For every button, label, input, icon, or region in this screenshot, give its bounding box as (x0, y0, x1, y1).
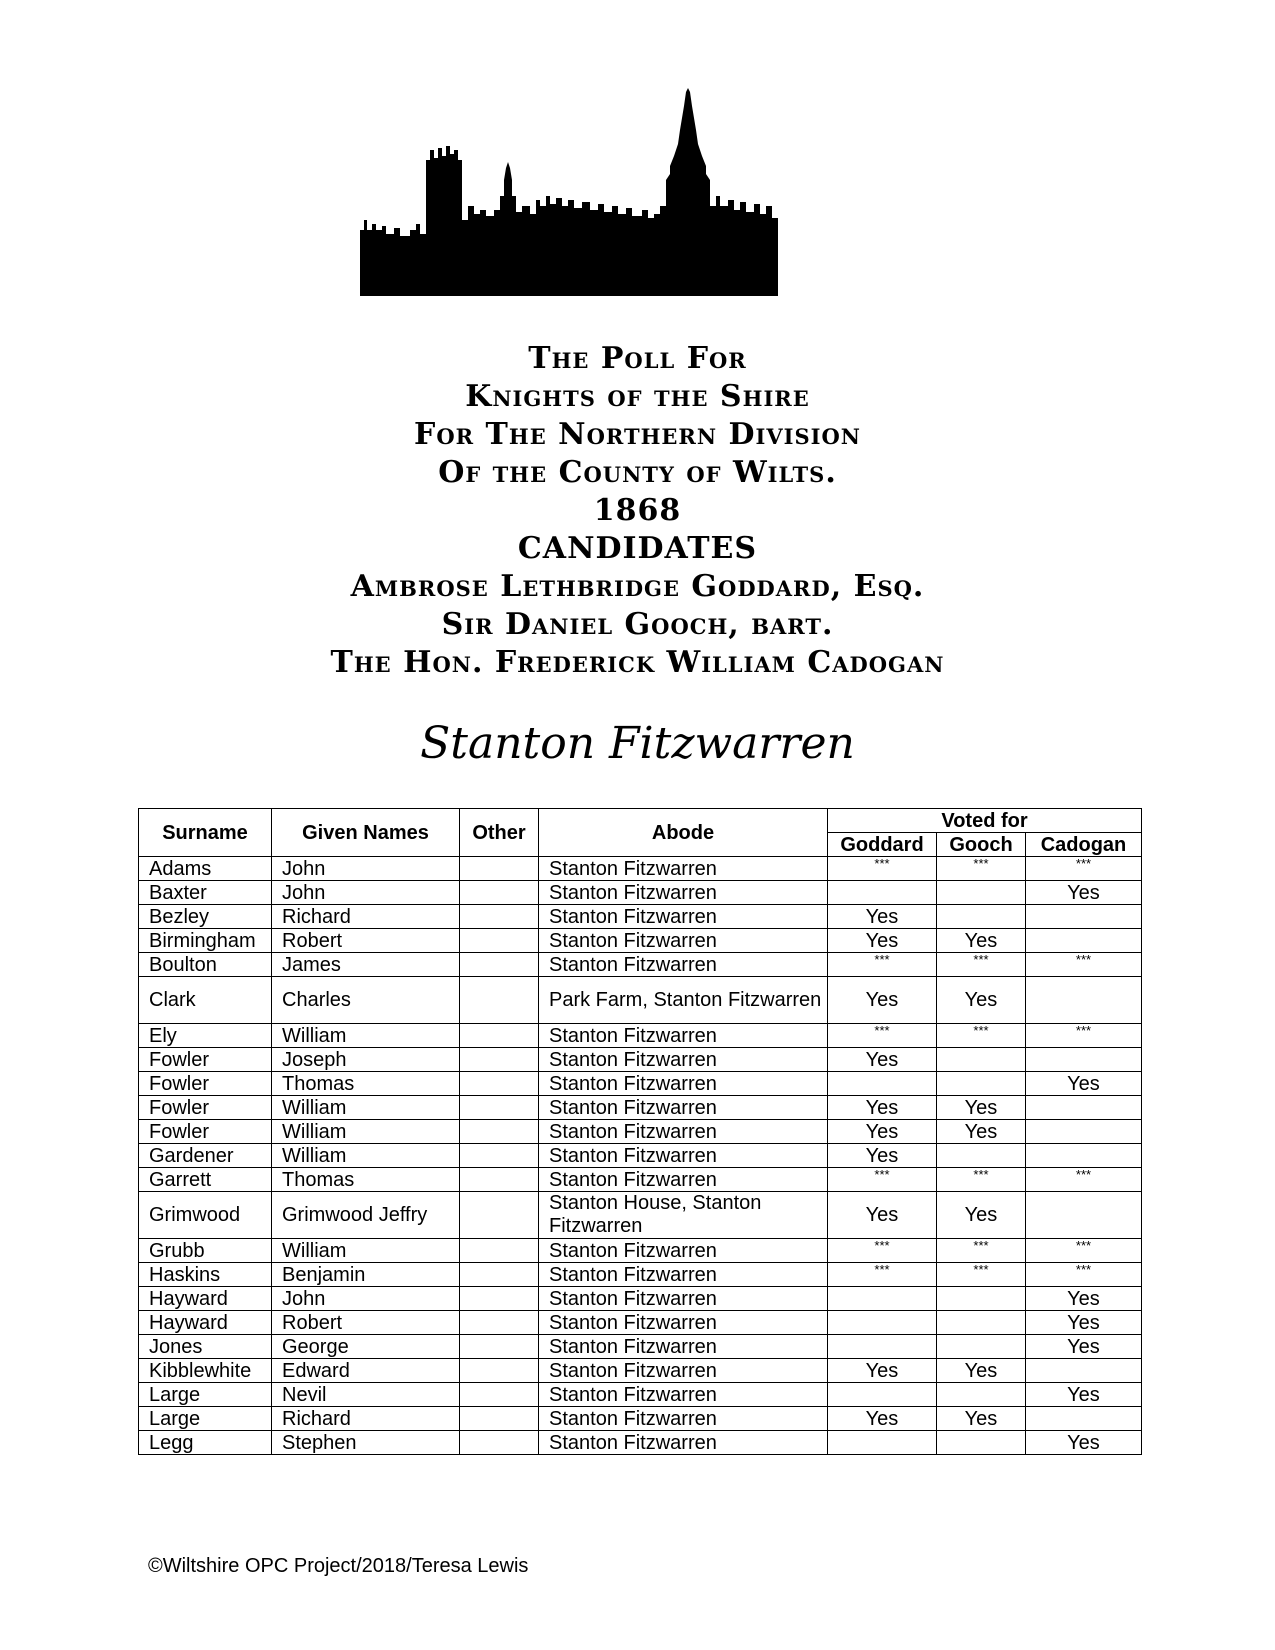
cell-gooch: Yes (937, 1096, 1026, 1120)
cell-other (460, 1431, 539, 1455)
cell-abode: Stanton Fitzwarren (539, 1431, 828, 1455)
cell-cadogan (1026, 905, 1142, 929)
cell-surname: Fowler (139, 1072, 272, 1096)
cell-given-names: Edward (272, 1359, 460, 1383)
cell-goddard: Yes (828, 1407, 937, 1431)
cell-given-names: William (272, 1096, 460, 1120)
cell-other (460, 1359, 539, 1383)
candidate-goddard: Ambrose Lethbridge Goddard, Esq. (350, 569, 925, 604)
cell-goddard: Yes (828, 977, 937, 1024)
cell-abode: Stanton Fitzwarren (539, 1383, 828, 1407)
cell-given-names: James (272, 953, 460, 977)
cell-goddard: Yes (828, 905, 937, 929)
cell-surname: Large (139, 1383, 272, 1407)
cell-given-names: Benjamin (272, 1263, 460, 1287)
cell-gooch (937, 1144, 1026, 1168)
cell-goddard: Yes (828, 1120, 937, 1144)
cell-surname: Baxter (139, 881, 272, 905)
cell-cadogan: Yes (1026, 1072, 1142, 1096)
cell-abode: Stanton Fitzwarren (539, 1144, 828, 1168)
header-abode: Abode (539, 809, 828, 857)
cell-abode: Stanton Fitzwarren (539, 1120, 828, 1144)
heading-year: 1868 (593, 493, 682, 528)
cell-other (460, 1192, 539, 1239)
table-row (139, 1239, 1142, 1263)
cell-given-names: William (272, 1024, 460, 1048)
table-row (139, 953, 1142, 977)
cell-given-names: George (272, 1335, 460, 1359)
candidate-gooch: Sir Daniel Gooch, bart. (441, 607, 834, 642)
cell-other (460, 953, 539, 977)
cell-abode: Stanton Fitzwarren (539, 857, 828, 881)
header-given-names: Given Names (272, 809, 460, 857)
cell-other (460, 1048, 539, 1072)
cell-abode: Park Farm, Stanton Fitzwarren (539, 977, 828, 1024)
heading-candidates: CANDIDATES (517, 531, 758, 566)
table-row (139, 1311, 1142, 1335)
cell-given-names: Stephen (272, 1431, 460, 1455)
header-gooch: Gooch (937, 833, 1026, 857)
cell-surname: Grubb (139, 1239, 272, 1263)
cell-cadogan: Yes (1026, 1431, 1142, 1455)
cell-goddard (828, 1072, 937, 1096)
cell-gooch (937, 1335, 1026, 1359)
table-row (139, 1263, 1142, 1287)
cell-cadogan (1026, 1120, 1142, 1144)
poll-table (138, 808, 1142, 1455)
cell-surname: Adams (139, 857, 272, 881)
cell-other (460, 929, 539, 953)
cell-other (460, 1072, 539, 1096)
cell-cadogan (1026, 977, 1142, 1024)
cell-abode: Stanton Fitzwarren (539, 1359, 828, 1383)
cell-cadogan: Yes (1026, 1287, 1142, 1311)
cell-surname: Hayward (139, 1311, 272, 1335)
cell-goddard (828, 1335, 937, 1359)
cell-goddard: Yes (828, 1192, 937, 1239)
cell-other (460, 1168, 539, 1192)
heading-line-2: Knights of the Shire (465, 379, 810, 414)
table-row (139, 1096, 1142, 1120)
cell-surname: Large (139, 1407, 272, 1431)
cell-surname: Ely (139, 1024, 272, 1048)
cell-given-names: William (272, 1120, 460, 1144)
cell-goddard: *** (828, 953, 937, 977)
cell-other (460, 1144, 539, 1168)
cell-goddard: *** (828, 857, 937, 881)
table-row (139, 881, 1142, 905)
cell-cadogan: Yes (1026, 1311, 1142, 1335)
cell-other (460, 1024, 539, 1048)
table-row (139, 1335, 1142, 1359)
cell-gooch: Yes (937, 929, 1026, 953)
header-voted-for: Voted for (828, 809, 1142, 833)
table-row (139, 977, 1142, 1024)
cell-given-names: William (272, 1239, 460, 1263)
cell-gooch: *** (937, 1168, 1026, 1192)
cell-goddard (828, 1383, 937, 1407)
cell-other (460, 1383, 539, 1407)
cell-other (460, 1311, 539, 1335)
cell-given-names: Richard (272, 1407, 460, 1431)
cell-other (460, 977, 539, 1024)
table-row (139, 905, 1142, 929)
cell-other (460, 1287, 539, 1311)
cell-abode: Stanton Fitzwarren (539, 1239, 828, 1263)
cell-surname: Clark (139, 977, 272, 1024)
cell-gooch (937, 905, 1026, 929)
cell-given-names: Grimwood Jeffry (272, 1192, 460, 1239)
table-row (139, 1359, 1142, 1383)
cell-given-names: Thomas (272, 1072, 460, 1096)
cell-cadogan: *** (1026, 857, 1142, 881)
table-row (139, 1192, 1142, 1239)
cell-gooch: Yes (937, 1359, 1026, 1383)
table-row (139, 1024, 1142, 1048)
cell-surname: Bezley (139, 905, 272, 929)
cell-abode: Stanton Fitzwarren (539, 1311, 828, 1335)
cell-goddard: Yes (828, 1096, 937, 1120)
cell-gooch: Yes (937, 1407, 1026, 1431)
candidate-cadogan: The Hon. Frederick William Cadogan (330, 645, 945, 680)
cell-cadogan (1026, 1407, 1142, 1431)
cell-goddard: Yes (828, 1359, 937, 1383)
heading-line-3: For The Northern Division (414, 417, 861, 452)
table-row (139, 929, 1142, 953)
cell-surname: Gardener (139, 1144, 272, 1168)
cell-other (460, 1335, 539, 1359)
cell-given-names: Richard (272, 905, 460, 929)
cell-cadogan: *** (1026, 1239, 1142, 1263)
cell-surname: Kibblewhite (139, 1359, 272, 1383)
cell-other (460, 1407, 539, 1431)
cell-surname: Jones (139, 1335, 272, 1359)
cell-other (460, 1096, 539, 1120)
cell-abode: Stanton Fitzwarren (539, 1407, 828, 1431)
cell-abode: Stanton Fitzwarren (539, 905, 828, 929)
cell-other (460, 857, 539, 881)
cell-gooch: Yes (937, 1192, 1026, 1239)
cell-given-names: Robert (272, 1311, 460, 1335)
cell-cadogan (1026, 929, 1142, 953)
heading-line-1: The Poll For (528, 341, 747, 376)
table-row (139, 1287, 1142, 1311)
cell-given-names: Robert (272, 929, 460, 953)
cell-gooch: *** (937, 953, 1026, 977)
cell-gooch: Yes (937, 977, 1026, 1024)
cell-given-names: William (272, 1144, 460, 1168)
cell-cadogan: *** (1026, 1263, 1142, 1287)
cell-gooch: *** (937, 857, 1026, 881)
cell-gooch (937, 1287, 1026, 1311)
cell-cadogan: Yes (1026, 1383, 1142, 1407)
place-title: Stanton Fitzwarren (420, 718, 855, 769)
cell-goddard: Yes (828, 929, 937, 953)
copyright-footer: ©Wiltshire OPC Project/2018/Teresa Lewis (148, 1555, 529, 1577)
header-surname: Surname (139, 809, 272, 857)
cell-given-names: Nevil (272, 1383, 460, 1407)
cell-abode: Stanton Fitzwarren (539, 1168, 828, 1192)
cell-gooch (937, 1383, 1026, 1407)
cell-abode: Stanton Fitzwarren (539, 1048, 828, 1072)
poll-heading (0, 340, 1275, 682)
header-goddard: Goddard (828, 833, 937, 857)
heading-line-4: Of the County of Wilts. (438, 455, 837, 490)
cell-cadogan (1026, 1048, 1142, 1072)
cell-given-names: Thomas (272, 1168, 460, 1192)
cell-given-names: John (272, 1287, 460, 1311)
cell-surname: Haskins (139, 1263, 272, 1287)
table-row (139, 1407, 1142, 1431)
cell-other (460, 1120, 539, 1144)
cell-gooch: Yes (937, 1120, 1026, 1144)
cell-surname: Fowler (139, 1096, 272, 1120)
cell-abode: Stanton Fitzwarren (539, 1096, 828, 1120)
cell-goddard: *** (828, 1263, 937, 1287)
cell-cadogan: *** (1026, 1168, 1142, 1192)
cell-abode: Stanton Fitzwarren (539, 1024, 828, 1048)
cell-given-names: Charles (272, 977, 460, 1024)
cell-gooch: *** (937, 1239, 1026, 1263)
cell-goddard: Yes (828, 1144, 937, 1168)
table-row (139, 857, 1142, 881)
cell-gooch: *** (937, 1263, 1026, 1287)
cell-surname: Grimwood (139, 1192, 272, 1239)
cell-abode: Stanton Fitzwarren (539, 881, 828, 905)
cell-cadogan: *** (1026, 1024, 1142, 1048)
table-row (139, 1048, 1142, 1072)
cell-surname: Legg (139, 1431, 272, 1455)
table-row (139, 1120, 1142, 1144)
cell-surname: Boulton (139, 953, 272, 977)
cell-goddard (828, 1311, 937, 1335)
table-row (139, 1383, 1142, 1407)
cell-cadogan (1026, 1144, 1142, 1168)
cell-abode: Stanton Fitzwarren (539, 1263, 828, 1287)
cell-cadogan (1026, 1359, 1142, 1383)
cell-surname: Fowler (139, 1120, 272, 1144)
cell-abode: Stanton Fitzwarren (539, 1335, 828, 1359)
cell-other (460, 881, 539, 905)
table-row (139, 1072, 1142, 1096)
cell-abode: Stanton Fitzwarren (539, 1287, 828, 1311)
table-row (139, 1144, 1142, 1168)
cell-abode: Stanton House, Stanton Fitzwarren (539, 1192, 828, 1239)
cell-other (460, 1263, 539, 1287)
cell-cadogan: Yes (1026, 1335, 1142, 1359)
header-other: Other (460, 809, 539, 857)
table-row (139, 1168, 1142, 1192)
cell-goddard (828, 881, 937, 905)
cell-cadogan: *** (1026, 953, 1142, 977)
cell-abode: Stanton Fitzwarren (539, 953, 828, 977)
cell-abode: Stanton Fitzwarren (539, 1072, 828, 1096)
cell-cadogan (1026, 1096, 1142, 1120)
cell-surname: Garrett (139, 1168, 272, 1192)
table-row (139, 1431, 1142, 1455)
header-cadogan: Cadogan (1026, 833, 1142, 857)
cell-surname: Birmingham (139, 929, 272, 953)
poll-table-body (139, 857, 1142, 1455)
cell-goddard (828, 1431, 937, 1455)
cell-gooch (937, 1311, 1026, 1335)
cell-surname: Fowler (139, 1048, 272, 1072)
cell-other (460, 905, 539, 929)
cell-goddard: *** (828, 1024, 937, 1048)
cell-gooch (937, 1072, 1026, 1096)
cell-cadogan: Yes (1026, 881, 1142, 905)
cell-surname: Hayward (139, 1287, 272, 1311)
cell-given-names: John (272, 857, 460, 881)
cell-gooch (937, 1048, 1026, 1072)
cell-gooch (937, 881, 1026, 905)
cell-abode: Stanton Fitzwarren (539, 929, 828, 953)
cell-other (460, 1239, 539, 1263)
cell-goddard: Yes (828, 1048, 937, 1072)
cell-goddard: *** (828, 1239, 937, 1263)
cell-given-names: John (272, 881, 460, 905)
parliament-skyline-image (360, 88, 778, 310)
cell-gooch (937, 1431, 1026, 1455)
cell-cadogan (1026, 1192, 1142, 1239)
cell-goddard (828, 1287, 937, 1311)
cell-gooch: *** (937, 1024, 1026, 1048)
cell-goddard: *** (828, 1168, 937, 1192)
cell-given-names: Joseph (272, 1048, 460, 1072)
